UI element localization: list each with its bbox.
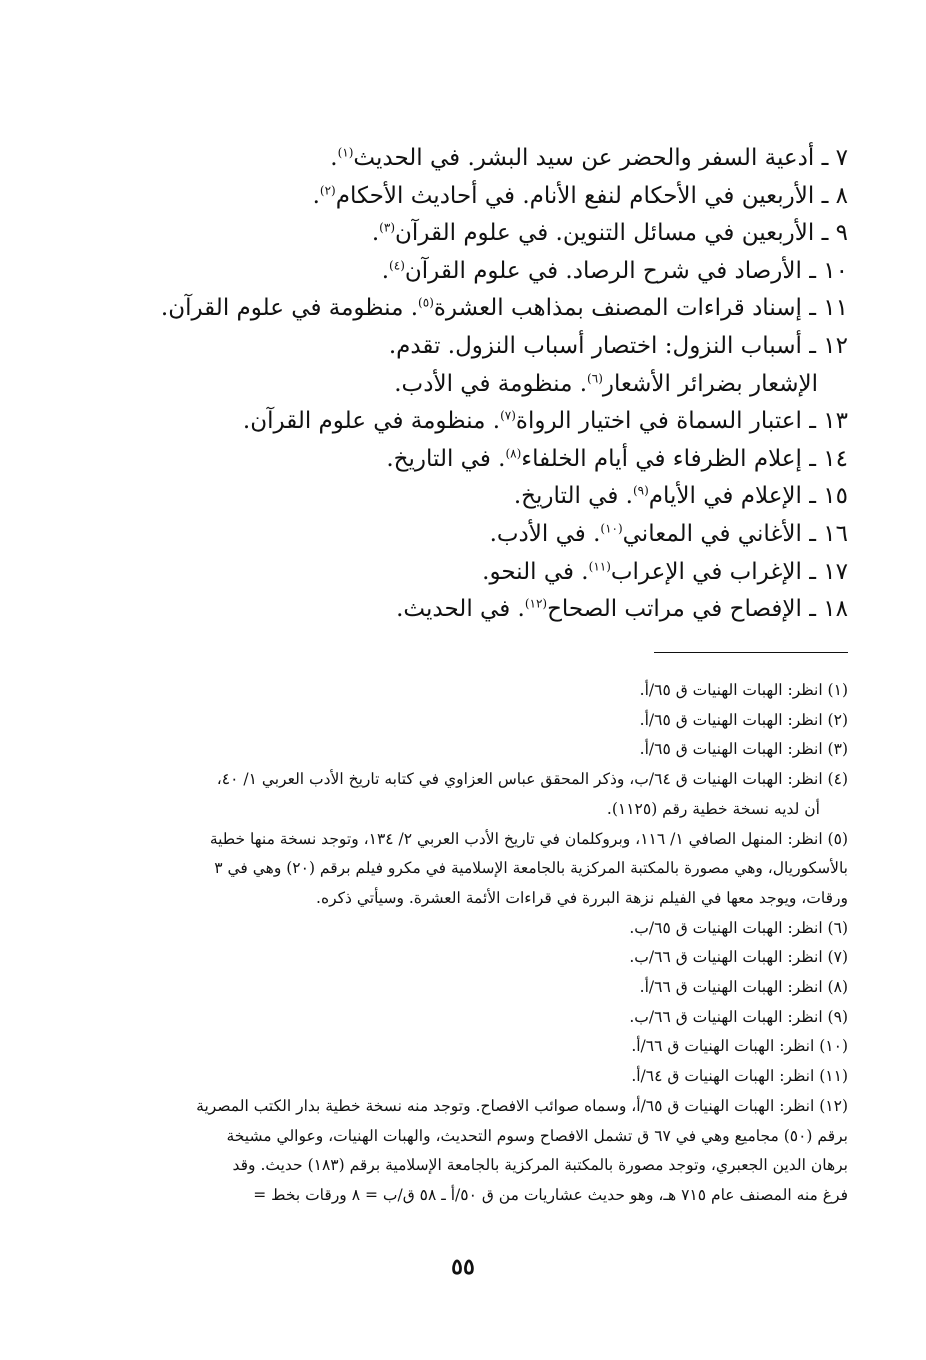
page-number: ٥٥: [451, 1254, 475, 1280]
footnote-ref[interactable]: (١١): [588, 558, 611, 573]
footnote-divider: [654, 652, 848, 653]
list-item: ١٧ ـ الإغراب في الإعراب$^{(١١)}$. في النحو.: [482, 558, 848, 585]
list-item: ١٨ ـ الإفصاح في مراتب الصحاح$^{(١٢)}$. في الحديث.: [396, 596, 848, 623]
footnote-ref[interactable]: (٤): [389, 258, 405, 273]
footnote-ref[interactable]: (٦): [587, 370, 603, 385]
footnote-continuation: أن لديه نسخة خطية رقم (١١٢٥).: [606, 799, 820, 818]
footnote-continuation: ورقات، ويوجد معها في الفيلم نزهة البررة في قراءات الأئمة العشرة. وسيأتي ذكره.: [316, 888, 848, 907]
footnote: (١٢) انظر: الهبات الهنيات ق ٦٥/أ، وسماه صوائب الافصاح. وتوجد منه نسخة خطية بدار الكتب المصرية: [196, 1096, 848, 1115]
footnote-ref[interactable]: (٩): [632, 483, 649, 498]
footnote: (٤) انظر: الهبات الهنيات ق ٦٤/ب، وذكر المحقق عباس العزاوي في كتابه تاريخ الأدب العربي ١/ ٤٠،: [216, 770, 848, 789]
list-item-continuation: الإشعار بضرائر الأشعار$^{(٦)}$. منظومة في الأدب.: [394, 370, 818, 397]
footnote-ref[interactable]: (٥): [418, 295, 434, 310]
list-item: ٧ ـ أدعية السفر والحضر عن سيد البشر. في الحديث$^{(١)}$.: [330, 145, 848, 171]
footnote: (٣) انظر: الهبات الهنيات ق ٦٥/أ.: [639, 740, 848, 759]
footnote: (٦) انظر: الهبات الهنيات ق ٦٥/ب.: [629, 918, 848, 937]
footnote: (٢) انظر: الهبات الهنيات ق ٦٥/أ.: [639, 710, 848, 729]
footnote: (٥) انظر: المنهل الصافي ١/ ١١٦، وبروكلمان في تاريخ الأدب العربي ٢/ ١٣٤، وتوجد نسخة منها خطية: [209, 829, 848, 848]
footnote: (٩) انظر: الهبات الهنيات ق ٦٦/ب.: [629, 1007, 848, 1026]
footnote-continuation: بالأسكوريال، وهي مصورة بالمكتبة المركزية بالجامعة الإسلامية في مكرو فيلم برقم (٢٠) وهي في ٣: [214, 859, 848, 878]
list-item: ١٠ ـ الأرصاد في شرح الرصاد. في علوم القرآن$^{(٤)}$.: [381, 257, 848, 284]
list-item: ١٤ ـ إعلام الظرفاء في أيام الخلفاء$^{(٨)}$. في التاريخ.: [386, 445, 848, 472]
list-item: ٨ ـ الأربعين في الأحكام لنفع الأنام. في أحاديث الأحكام$^{(٢)}$.: [312, 182, 848, 209]
footnote: (١١) انظر: الهبات الهنيات ق ٦٤/أ.: [631, 1067, 848, 1086]
footnote-ref[interactable]: (١): [337, 145, 354, 160]
footnote-continuation: فرغ منه المصنف عام ٧١٥ هـ، وهو حديث عشاريات من ق ٥٠/أ ـ ٥٨ ق/ب = ٨ ورقات بخط =: [253, 1185, 848, 1204]
list-item: ١٢ ـ أسباب النزول: اختصار أسباب النزول. تقدم.: [388, 332, 848, 359]
list-item: ١٦ ـ الأغاني في المعاني$^{(١٠)}$. في الأدب.: [489, 520, 848, 547]
footnote-ref[interactable]: (١٢): [524, 596, 548, 611]
list-item: ٩ ـ الأربعين في مسائل التنوين. في علوم القرآن$^{(٣)}$.: [371, 220, 848, 247]
footnote-ref[interactable]: (١٠): [600, 521, 623, 536]
footnote-continuation: برقم (٥٠) مجاميع وهي في ٦٧ ق تشمل الافصاح وسوم التحديث، والهبات الهنيات، وعوالي مشيخة: [226, 1126, 848, 1145]
book-list: [108, 140, 848, 629]
footnote-ref[interactable]: (٨): [505, 446, 522, 461]
footnote: (٨) انظر: الهبات الهنيات ق ٦٦/أ.: [639, 978, 848, 997]
footnote-continuation: برهان الدين الجعبري، وتوجد مصورة بالمكتبة المركزية بالجامعة الإسلامية برقم (١٨٣) حديث. وقد: [232, 1156, 848, 1175]
footnote: (١٠) انظر: الهبات الهنيات ق ٦٦/أ.: [631, 1037, 848, 1056]
footnote-ref[interactable]: (٧): [500, 408, 516, 423]
footnote-ref[interactable]: (٣): [379, 220, 395, 235]
footnote: (١) انظر: الهبات الهنيات ق ٦٥/أ.: [639, 681, 848, 699]
footnotes: [106, 676, 848, 1211]
list-item: ١٣ ـ اعتبار السماة في اختيار الرواة$^{(٧)}$. منظومة في علوم القرآن.: [242, 408, 848, 435]
footnote: (٧) انظر: الهبات الهنيات ق ٦٦/ب.: [629, 948, 848, 967]
list-item: ١١ ـ إسناد قراءات المصنف بمذاهب العشرة$^{(٥)}$. منظومة في علوم القرآن.: [160, 295, 848, 322]
footnote-ref[interactable]: (٢): [319, 182, 336, 197]
list-item: ١٥ ـ الإعلام في الأيام$^{(٩)}$. في التاريخ.: [513, 483, 848, 510]
